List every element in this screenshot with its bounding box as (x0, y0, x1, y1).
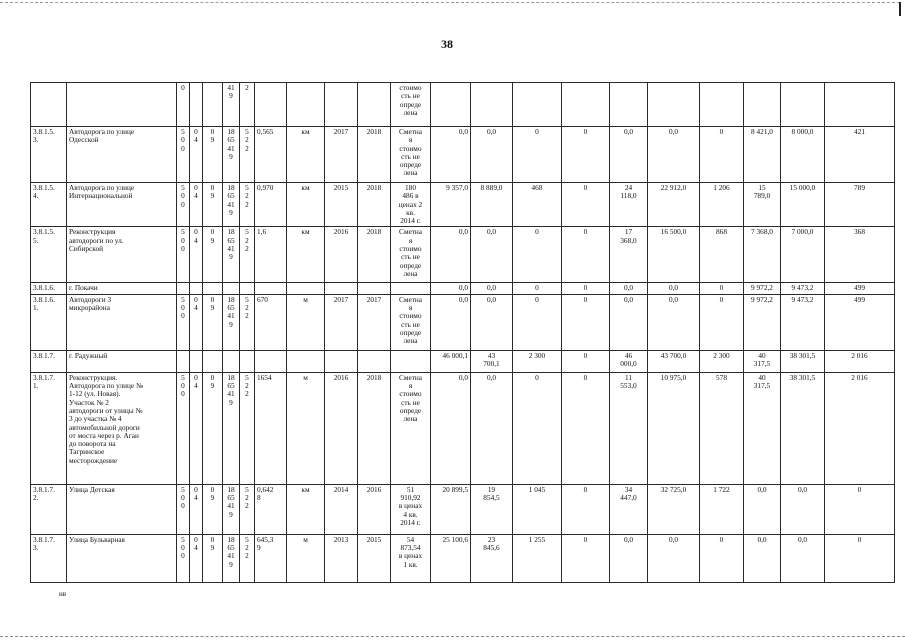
cell-c1: 5 0 0 (177, 372, 190, 484)
table-row (31, 350, 895, 372)
cell-v1: 0,0 (431, 294, 471, 350)
cell-id: 3.8.1.5. 4. (31, 183, 67, 227)
cell-c1: 5 0 0 (177, 484, 190, 534)
cell-c1: 5 0 0 (177, 534, 190, 582)
cell-v4: 0 (562, 227, 610, 283)
table-row (31, 294, 895, 350)
cell-v2: 0,0 (471, 227, 513, 283)
table-body (31, 83, 895, 583)
cell-v7 (700, 83, 744, 127)
cell-v6: 0,0 (648, 534, 700, 582)
cell-c1 (177, 283, 190, 294)
corner-mark (899, 2, 901, 16)
cell-end: 2018 (358, 183, 391, 227)
cell-name: Реконструкция автодороги по ул. Сибирской (67, 227, 177, 283)
cell-v6: 16 500,0 (648, 227, 700, 283)
cell-v5: 0,0 (610, 534, 648, 582)
cell-end: 2018 (358, 227, 391, 283)
cell-v6: 43 700,0 (648, 350, 700, 372)
cell-name: Улица Детская (67, 484, 177, 534)
cell-v7: 0 (700, 294, 744, 350)
cell-v6 (648, 83, 700, 127)
cell-v4: 0 (562, 534, 610, 582)
cell-v8 (744, 83, 781, 127)
cell-end: 2018 (358, 127, 391, 183)
cell-c3: 0 9 (203, 294, 223, 350)
cell-v7: 868 (700, 227, 744, 283)
cell-unit: м (287, 294, 325, 350)
cell-qty: 0,565 (255, 127, 287, 183)
cell-v9: 0,0 (781, 484, 825, 534)
cell-c4: 18 65 41 9 (223, 534, 240, 582)
table-row (31, 372, 895, 484)
cell-c2: 0 4 (190, 484, 203, 534)
cell-start: 2013 (325, 534, 358, 582)
cell-v6: 0,0 (648, 127, 700, 183)
cell-c4 (223, 283, 240, 294)
cell-v8: 40 317,5 (744, 350, 781, 372)
cell-v5: 24 118,0 (610, 183, 648, 227)
cell-name: Автодорога по улице Одесской (67, 127, 177, 183)
cell-v2: 23 845,6 (471, 534, 513, 582)
page-number: 38 (441, 37, 453, 51)
cell-unit: км (287, 127, 325, 183)
table-row (31, 83, 895, 127)
cell-c2: 0 4 (190, 534, 203, 582)
cell-cost: Сметна я стоимо сть не опреде лена (391, 227, 431, 283)
cell-start: 2017 (325, 294, 358, 350)
cell-c2: 0 4 (190, 294, 203, 350)
cell-id: 3.8.1.7. 2. (31, 484, 67, 534)
cell-qty (255, 350, 287, 372)
cell-name: Автодороги 3 микрорайона (67, 294, 177, 350)
cell-v10: 2 016 (825, 350, 895, 372)
cell-v2 (471, 83, 513, 127)
cell-name (67, 83, 177, 127)
cell-cost (391, 283, 431, 294)
cell-v1: 9 357,0 (431, 183, 471, 227)
cell-qty: 0,642 8 (255, 484, 287, 534)
cell-c3: 0 9 (203, 372, 223, 484)
cell-v5: 17 368,0 (610, 227, 648, 283)
cell-cost: 54 873,54 в ценах 1 кв. (391, 534, 431, 582)
cell-v10: 499 (825, 283, 895, 294)
cell-qty: 1,6 (255, 227, 287, 283)
cell-v1: 46 000,1 (431, 350, 471, 372)
cell-v3: 0 (513, 227, 562, 283)
cell-start: 2016 (325, 372, 358, 484)
cell-start: 2014 (325, 484, 358, 534)
cell-v3: 0 (513, 127, 562, 183)
cell-v5: 0,0 (610, 283, 648, 294)
cell-c3: 0 9 (203, 183, 223, 227)
cell-c5: 5 2 2 (240, 127, 255, 183)
cell-v9: 9 473,2 (781, 294, 825, 350)
cell-c3: 0 9 (203, 534, 223, 582)
cell-v8: 9 972,2 (744, 294, 781, 350)
cell-v1: 0,0 (431, 372, 471, 484)
table-row (31, 227, 895, 283)
cell-name: г. Радужный (67, 350, 177, 372)
table-row (31, 534, 895, 582)
cell-v5: 46 000,0 (610, 350, 648, 372)
cell-name: Реконструкция. Автодорога по улице № 1-12 (ул. Новая). Участок № 2 автодороги от улицы № 3 до участка № 4 автомобильной дороги от моста через р. Аган до поворота на Тагринское месторождение (67, 372, 177, 484)
cell-v2: 19 854,5 (471, 484, 513, 534)
cell-v10 (825, 83, 895, 127)
cell-v6: 10 975,0 (648, 372, 700, 484)
cell-v5: 11 553,0 (610, 372, 648, 484)
cell-unit (287, 83, 325, 127)
cell-v9 (781, 83, 825, 127)
cell-name: Автодорога по улице Интернациональной (67, 183, 177, 227)
cell-unit: м (287, 534, 325, 582)
cell-v2: 43 700,1 (471, 350, 513, 372)
cell-v4: 0 (562, 350, 610, 372)
cell-v3 (513, 83, 562, 127)
cell-v2: 0,0 (471, 127, 513, 183)
cell-qty (255, 83, 287, 127)
cell-qty: 670 (255, 294, 287, 350)
cell-cost: 51 910,92 в ценах 4 кв. 2014 г. (391, 484, 431, 534)
cell-c5: 5 2 2 (240, 484, 255, 534)
cell-v1: 0,0 (431, 283, 471, 294)
cell-id: 3.8.1.7. 1. (31, 372, 67, 484)
cell-unit (287, 283, 325, 294)
cell-v1: 0,0 (431, 227, 471, 283)
cell-v3: 0 (513, 294, 562, 350)
cell-v9: 9 473,2 (781, 283, 825, 294)
cell-unit: км (287, 484, 325, 534)
cell-v6: 32 725,0 (648, 484, 700, 534)
cell-name: г. Покачи (67, 283, 177, 294)
cell-unit (287, 350, 325, 372)
cell-v3: 0 (513, 283, 562, 294)
cell-v10: 2 016 (825, 372, 895, 484)
cell-v10: 789 (825, 183, 895, 227)
cell-id: 3.8.1.5. 3. (31, 127, 67, 183)
cell-v8: 0,0 (744, 484, 781, 534)
cell-c5: 2 (240, 83, 255, 127)
cell-v2: 0,0 (471, 283, 513, 294)
cell-cost: стоимо сть не опреде лена (391, 83, 431, 127)
cell-c4: 18 65 41 9 (223, 127, 240, 183)
cell-c3: 0 9 (203, 484, 223, 534)
cell-v7: 0 (700, 534, 744, 582)
cell-start (325, 83, 358, 127)
cell-c4: 18 65 41 9 (223, 372, 240, 484)
cell-end: 2015 (358, 534, 391, 582)
cell-v7: 2 300 (700, 350, 744, 372)
cell-id: 3.8.1.7. 3. (31, 534, 67, 582)
cell-v1 (431, 83, 471, 127)
cell-cost (391, 350, 431, 372)
top-dashed-border (0, 2, 900, 3)
cell-v5: 0,0 (610, 294, 648, 350)
cell-c1: 5 0 0 (177, 183, 190, 227)
cell-v8: 8 421,0 (744, 127, 781, 183)
cell-c5 (240, 283, 255, 294)
cell-v9: 15 000,0 (781, 183, 825, 227)
cell-v5: 0,0 (610, 127, 648, 183)
cell-v1: 0,0 (431, 127, 471, 183)
cell-v7: 0 (700, 283, 744, 294)
cell-end: 2018 (358, 372, 391, 484)
cell-c1: 0 (177, 83, 190, 127)
cell-end (358, 83, 391, 127)
cell-c4: 41 9 (223, 83, 240, 127)
cell-v8: 40 317,5 (744, 372, 781, 484)
cell-v4: 0 (562, 294, 610, 350)
cell-v5: 34 447,0 (610, 484, 648, 534)
cell-c3: 0 9 (203, 227, 223, 283)
cell-v5 (610, 83, 648, 127)
cell-c2: 0 4 (190, 227, 203, 283)
cell-v10: 368 (825, 227, 895, 283)
cell-v4: 0 (562, 372, 610, 484)
cell-c4: 18 65 41 9 (223, 227, 240, 283)
cell-c2 (190, 350, 203, 372)
cell-v9: 7 000,0 (781, 227, 825, 283)
cell-c2 (190, 283, 203, 294)
cell-id: 3.8.1.6. (31, 283, 67, 294)
cell-start: 2015 (325, 183, 358, 227)
cell-id: 3.8.1.5. 5. (31, 227, 67, 283)
cell-c1: 5 0 0 (177, 294, 190, 350)
cell-v10: 0 (825, 484, 895, 534)
cell-c3 (203, 83, 223, 127)
cell-v3: 1 255 (513, 534, 562, 582)
cell-v10: 421 (825, 127, 895, 183)
cell-v10: 499 (825, 294, 895, 350)
cell-end (358, 350, 391, 372)
cell-end (358, 283, 391, 294)
bottom-dashed-border (0, 636, 905, 637)
cell-c3 (203, 283, 223, 294)
cell-c5: 5 2 2 (240, 534, 255, 582)
cell-name: Улица Бульварная (67, 534, 177, 582)
cell-unit: км (287, 227, 325, 283)
cell-id: 3.8.1.6. 1. (31, 294, 67, 350)
cell-unit: км (287, 183, 325, 227)
cell-v6: 22 912,0 (648, 183, 700, 227)
cell-c4 (223, 350, 240, 372)
cell-c2 (190, 83, 203, 127)
cell-v7: 1 722 (700, 484, 744, 534)
cell-v8: 0,0 (744, 534, 781, 582)
cell-qty: 645,3 9 (255, 534, 287, 582)
cell-cost: 180 486 в ценах 2 кв. 2014 г. (391, 183, 431, 227)
table-row (31, 127, 895, 183)
cell-c3: 0 9 (203, 127, 223, 183)
cell-c1: 5 0 0 (177, 127, 190, 183)
cell-v4: 0 (562, 127, 610, 183)
cell-v2: 8 889,0 (471, 183, 513, 227)
cell-c1: 5 0 0 (177, 227, 190, 283)
cell-v6: 0,0 (648, 294, 700, 350)
cell-start: 2017 (325, 127, 358, 183)
cell-start (325, 350, 358, 372)
cell-v4: 0 (562, 183, 610, 227)
cell-end: 2016 (358, 484, 391, 534)
cell-c2: 0 4 (190, 127, 203, 183)
cell-qty: 0,970 (255, 183, 287, 227)
cell-v3: 0 (513, 372, 562, 484)
cell-cost: Сметна я стоимо сть не опреде лена (391, 294, 431, 350)
cell-unit: м (287, 372, 325, 484)
table-row (31, 183, 895, 227)
cell-c5: 5 2 2 (240, 227, 255, 283)
cell-v1: 25 100,6 (431, 534, 471, 582)
cell-start: 2016 (325, 227, 358, 283)
cell-v8: 15 789,0 (744, 183, 781, 227)
cell-v9: 38 301,5 (781, 372, 825, 484)
cell-c1 (177, 350, 190, 372)
cell-v2: 0,0 (471, 372, 513, 484)
cell-v9: 0,0 (781, 534, 825, 582)
table-row (31, 484, 895, 534)
cell-v7: 1 206 (700, 183, 744, 227)
cell-c4: 18 65 41 9 (223, 484, 240, 534)
cell-v8: 9 972,2 (744, 283, 781, 294)
cell-cost: Сметна я стоимо сть не опреде лена (391, 127, 431, 183)
footnote: нв (59, 590, 67, 598)
cell-c5: 5 2 2 (240, 294, 255, 350)
cell-v3: 1 045 (513, 484, 562, 534)
budget-table (30, 82, 895, 583)
cell-start (325, 283, 358, 294)
cell-c4: 18 65 41 9 (223, 183, 240, 227)
cell-c4: 18 65 41 9 (223, 294, 240, 350)
cell-qty (255, 283, 287, 294)
cell-c5 (240, 350, 255, 372)
cell-v9: 38 301,5 (781, 350, 825, 372)
cell-v1: 20 899,5 (431, 484, 471, 534)
cell-v7: 578 (700, 372, 744, 484)
cell-c5: 5 2 2 (240, 372, 255, 484)
table-row (31, 283, 895, 294)
cell-end: 2017 (358, 294, 391, 350)
cell-c2: 0 4 (190, 372, 203, 484)
cell-c5: 5 2 2 (240, 183, 255, 227)
cell-v4 (562, 83, 610, 127)
cell-v3: 2 300 (513, 350, 562, 372)
cell-v10: 0 (825, 534, 895, 582)
cell-c2: 0 4 (190, 183, 203, 227)
cell-v9: 8 000,0 (781, 127, 825, 183)
cell-v4: 0 (562, 484, 610, 534)
cell-cost: Сметна я стоимо сть не опреде лена (391, 372, 431, 484)
cell-v8: 7 368,0 (744, 227, 781, 283)
cell-qty: 1654 (255, 372, 287, 484)
cell-v6: 0,0 (648, 283, 700, 294)
cell-v3: 468 (513, 183, 562, 227)
cell-c3 (203, 350, 223, 372)
cell-v2: 0,0 (471, 294, 513, 350)
cell-id (31, 83, 67, 127)
cell-v4: 0 (562, 283, 610, 294)
cell-id: 3.8.1.7. (31, 350, 67, 372)
cell-v7: 0 (700, 127, 744, 183)
